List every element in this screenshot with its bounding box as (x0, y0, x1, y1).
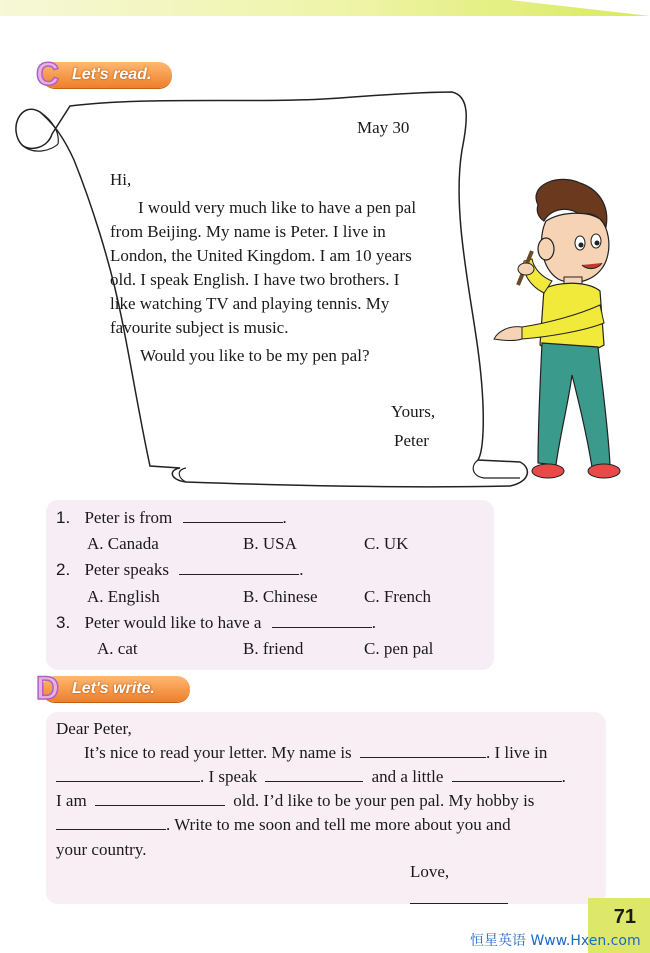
signature-blank[interactable] (410, 889, 508, 904)
write-line-1-text-b: . I live in (485, 743, 548, 762)
question-2-option-c[interactable]: C. French (364, 587, 432, 606)
letter-body-line-6: favourite subject is music. (110, 318, 289, 337)
question-2-option-b[interactable]: B. Chinese (243, 587, 318, 606)
letter-body-line-4: old. I speak English. I have two brothers. I (110, 270, 400, 289)
letter-body-line-1: I would very much like to have a pen pal (138, 198, 417, 217)
letter-closing: Yours, (391, 402, 436, 421)
name-blank[interactable] (360, 743, 486, 758)
question-1-end: . (282, 508, 287, 527)
question-1-option-c[interactable]: C. UK (364, 534, 409, 553)
write-line-2-text-b: and a little (371, 767, 444, 786)
write-line-3-text-b: old. I’d like to be your pen pal. My hobby is (233, 791, 535, 810)
write-line-4 (56, 815, 511, 835)
little-blank[interactable] (452, 767, 562, 782)
section-c-title: Let's read. (72, 66, 152, 83)
question-1 (56, 508, 287, 528)
write-line-2-text-c: . (561, 767, 566, 786)
question-1-blank[interactable] (183, 508, 283, 523)
letter-date: May 30 (357, 118, 410, 137)
page-number: 71 (613, 906, 636, 928)
letter-body-line-7: Would you like to be my pen pal? (140, 346, 370, 365)
question-3-blank[interactable] (272, 613, 372, 628)
question-3-option-a[interactable]: A. cat (97, 639, 138, 658)
section-d-header (36, 670, 190, 706)
section-d-letter: D (36, 670, 60, 706)
top-decoration-band (0, 0, 650, 16)
letter-greeting: Hi, (110, 170, 132, 189)
question-1-stem: Peter is from (84, 508, 173, 527)
write-line-2-text-a: . I speak (200, 767, 258, 786)
question-2-blank[interactable] (179, 560, 299, 575)
letter-body-line-3: London, the United Kingdom. I am 10 years (110, 246, 412, 265)
write-line-2 (56, 767, 566, 787)
question-3-number: 3. (56, 613, 71, 632)
section-c-header (36, 56, 172, 92)
watermark: 恒星英语 Www.Hxen.com (470, 933, 641, 949)
question-1-option-a[interactable]: A. Canada (87, 534, 159, 553)
question-2-number: 2. (56, 560, 71, 579)
question-2-option-a[interactable]: A. English (87, 587, 160, 606)
write-line-5: your country. (56, 840, 147, 859)
age-blank[interactable] (95, 791, 225, 806)
write-line-3-text-a: I am (56, 791, 87, 810)
speak-blank[interactable] (265, 767, 363, 782)
write-line-4-text-a: . Write to me soon and tell me more about you and (166, 815, 511, 834)
letter-body-line-2: from Beijing. My name is Peter. I live in (110, 222, 386, 241)
question-3-option-b[interactable]: B. friend (243, 639, 304, 658)
section-c-letter: C (36, 56, 60, 92)
letter-body-line-5: like watching TV and playing tennis. My (110, 294, 390, 313)
question-3 (56, 613, 376, 633)
question-1-number: 1. (56, 508, 71, 527)
question-3-option-c[interactable]: C. pen pal (364, 639, 434, 658)
write-sign-off: Love, (410, 862, 450, 881)
boy-character-illustration (488, 175, 628, 495)
write-salutation: Dear Peter, (56, 719, 132, 738)
question-1-option-b[interactable]: B. USA (243, 534, 297, 553)
write-line-1-text-a: It’s nice to read your letter. My name is (84, 743, 352, 762)
letter-signature: Peter (394, 431, 429, 450)
write-line-1 (84, 743, 547, 763)
section-d-title: Let's write. (72, 680, 155, 697)
live-in-blank[interactable] (56, 767, 200, 782)
question-2 (56, 560, 303, 580)
question-3-stem: Peter would like to have a (84, 613, 262, 632)
write-line-3 (56, 791, 534, 811)
question-2-end: . (299, 560, 304, 579)
hobby-blank[interactable] (56, 815, 166, 830)
question-3-end: . (371, 613, 376, 632)
question-2-stem: Peter speaks (84, 560, 169, 579)
